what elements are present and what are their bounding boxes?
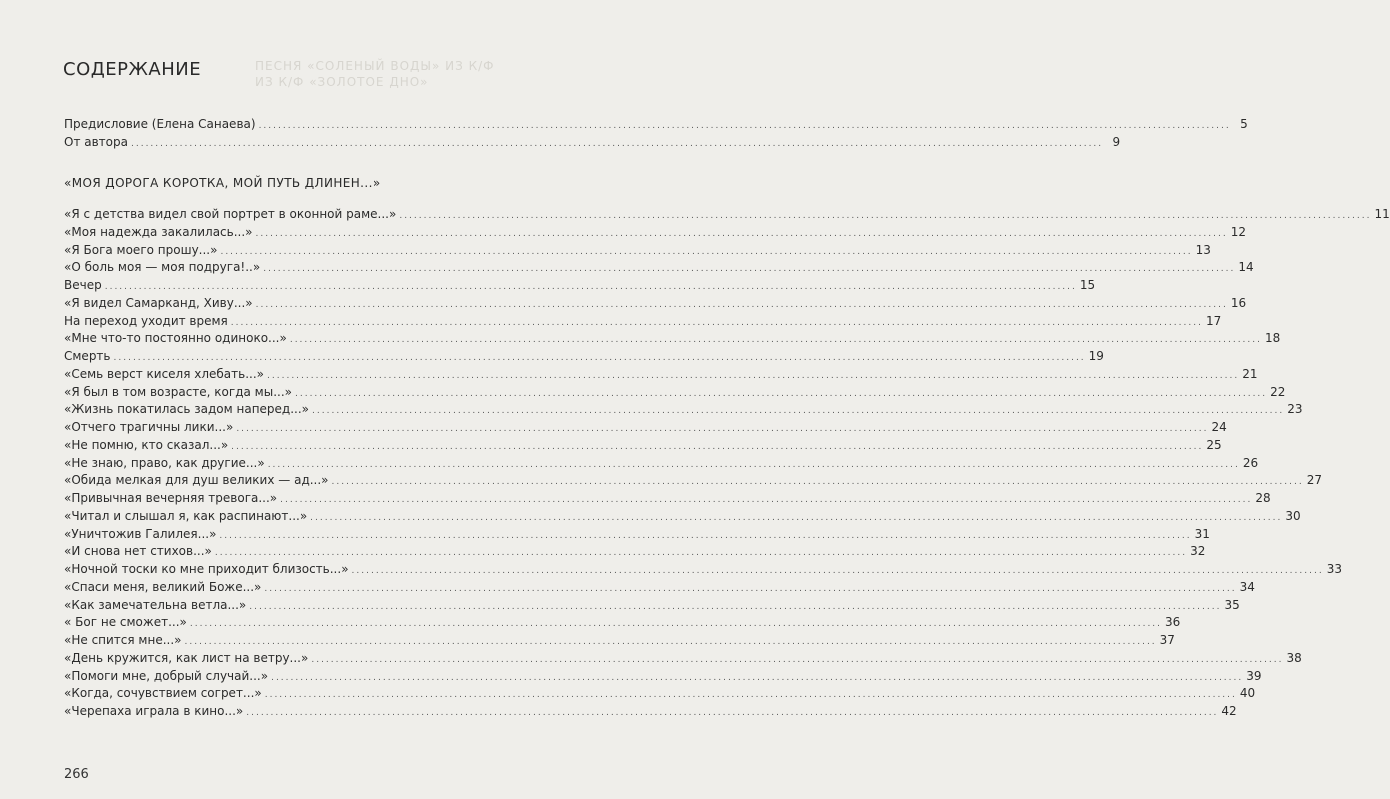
dot-leader: ........................................................................................................................................................................................................	[267, 370, 1240, 381]
toc-entry-page: 39	[1246, 668, 1262, 683]
toc-entry-title: «Семь верст киселя хлебать...»	[64, 366, 265, 381]
dot-leader: ........................................................................................................................................................................................................	[310, 512, 1283, 523]
toc-entry-title: «Моя надежда закалилась...»	[64, 224, 253, 239]
toc-entry-page: 31	[1194, 526, 1210, 541]
toc-entry	[64, 685, 1256, 703]
dot-leader: ........................................................................................................................................................................................................	[130, 138, 1104, 149]
toc-entry	[64, 508, 1301, 526]
toc-entry	[64, 384, 1286, 402]
toc-entry	[64, 472, 1322, 490]
toc-entry-page: 5	[1240, 117, 1248, 131]
toc-entry-page: 40	[1239, 686, 1256, 701]
toc-entry-page: 30	[1285, 508, 1301, 523]
toc-entry-page: 12	[1230, 224, 1246, 239]
toc-entry-title: « Бог не сможет...»	[64, 615, 187, 630]
toc-entry-title: «Мне что-то постоянно одиноко...»	[64, 331, 287, 346]
toc-entry-page: 32	[1190, 544, 1206, 559]
toc-entry-title: «Привычная вечерняя тревога...»	[64, 491, 278, 505]
toc-entry-title: «Черепаха играла в кино...»	[64, 704, 244, 718]
toc-entry	[64, 116, 1248, 134]
dot-leader: ........................................................................................................................................................................................................	[246, 708, 1219, 718]
toc-entry	[64, 579, 1255, 597]
dot-leader: ........................................................................................................................................................................................................	[219, 530, 1192, 541]
section-heading: «МОЯ ДОРОГА КОРОТКА, МОЙ ПУТЬ ДЛИНЕН...»	[64, 176, 381, 190]
toc-entry-page: 14	[1238, 260, 1254, 275]
page-number: 266	[64, 767, 89, 782]
toc-entry-page: 28	[1255, 491, 1271, 505]
toc-entry-title: От автора	[64, 134, 128, 149]
toc-entry	[64, 614, 1181, 632]
dot-leader: ........................................................................................................................................................................................................	[294, 388, 1268, 399]
toc-entry	[64, 455, 1259, 473]
toc-entry-title: «И снова нет стихов...»	[64, 544, 212, 559]
toc-entry-page: 15	[1079, 278, 1096, 292]
toc-entry	[64, 259, 1254, 277]
toc-entry-title: «О боль моя — моя подруга!..»	[64, 260, 261, 275]
dot-leader: ........................................................................................................................................................................................................	[289, 335, 1262, 346]
dot-leader: ........................................................................................................................................................................................................	[311, 654, 1284, 665]
toc-entry-page: 27	[1306, 473, 1322, 488]
toc-entry-title: «Спаси меня, великий Боже...»	[64, 579, 262, 594]
toc-entry-title: Вечер	[64, 278, 102, 292]
toc-entry-page: 34	[1239, 579, 1255, 594]
toc-entry-page: 25	[1206, 437, 1222, 452]
toc-entry-title: На переход уходит время	[64, 313, 228, 328]
toc-entry	[64, 313, 1222, 331]
toc-entry-page: 13	[1195, 242, 1211, 257]
dot-leader: ........................................................................................................................................................................................................	[184, 637, 1157, 647]
toc-entry-page: 23	[1287, 402, 1303, 417]
dot-leader: ........................................................................................................................................................................................................	[220, 246, 1193, 257]
toc-entry-page: 36	[1165, 615, 1181, 630]
toc-entry-title: «Я с детства видел свой портрет в оконной раме...»	[64, 207, 397, 221]
toc-entry-title: «Я Бога моего прошу...»	[64, 242, 218, 257]
toc-entry-page: 18	[1265, 331, 1281, 346]
toc-entry	[64, 277, 1096, 295]
dot-leader: ........................................................................................................................................................................................................	[264, 690, 1237, 701]
dot-leader: ........................................................................................................................................................................................................	[351, 566, 1324, 576]
toc-entry	[64, 668, 1262, 686]
show-through-text	[255, 58, 495, 90]
toc-entry	[64, 295, 1247, 313]
toc-entry	[64, 348, 1104, 366]
toc-entry	[64, 134, 1121, 152]
toc-entry	[64, 543, 1206, 561]
dot-leader: ........................................................................................................................................................................................................	[113, 353, 1086, 363]
toc-entry-page: 19	[1088, 349, 1104, 363]
toc-entry	[64, 206, 1390, 224]
toc-entry	[64, 526, 1210, 544]
page-title: СОДЕРЖАНИЕ	[63, 59, 202, 80]
toc-entry-page: 26	[1242, 455, 1259, 470]
toc-entry-page: 42	[1221, 704, 1237, 718]
dot-leader: ........................................................................................................................................................................................................	[312, 406, 1285, 417]
dot-leader: ........................................................................................................................................................................................................	[255, 299, 1228, 310]
show-through-line: ПЕСНЯ «СОЛЕНЫЙ ВОДЫ» ИЗ К/Ф	[255, 59, 495, 73]
toc-entry	[64, 632, 1175, 650]
toc-entry	[64, 224, 1246, 242]
toc-entry-title: «Жизнь покатилась задом наперед...»	[64, 402, 310, 417]
toc-entry-page: 33	[1326, 562, 1342, 576]
toc-entry	[64, 242, 1211, 260]
toc-entry-title: «Не спится мне...»	[64, 633, 182, 647]
toc-entry-page: 35	[1224, 597, 1240, 612]
toc-entry	[64, 330, 1281, 348]
dot-leader: ........................................................................................................................................................................................................	[249, 601, 1222, 612]
toc-entry	[64, 401, 1303, 419]
toc-entry-title: «Я видел Самарканд, Хиву...»	[64, 295, 253, 310]
toc-entry-title: «Читал и слышал я, как распинают...»	[64, 508, 308, 523]
toc-intro-list	[64, 116, 1248, 152]
toc-entry-page: 17	[1205, 313, 1222, 328]
show-through-line: ИЗ К/Ф «ЗОЛОТОЕ ДНО»	[255, 75, 429, 89]
toc-entry-page: 16	[1230, 295, 1247, 310]
dot-leader: ........................................................................................................................................................................................................	[267, 459, 1240, 470]
dot-leader: ........................................................................................................................................................................................................	[189, 619, 1163, 630]
toc-entry-page: 24	[1211, 420, 1227, 434]
dot-leader: ........................................................................................................................................................................................................	[280, 495, 1253, 505]
toc-entry-title: «День кружится, как лист на ветру...»	[64, 650, 309, 665]
toc-entry-title: «Помоги мне, добрый случай...»	[64, 668, 269, 683]
toc-entry	[64, 561, 1342, 579]
dot-leader: ........................................................................................................................................................................................................	[331, 477, 1304, 488]
dot-leader: ........................................................................................................................................................................................................	[263, 264, 1236, 275]
toc-entry	[64, 703, 1237, 721]
toc-entry-page: 38	[1286, 650, 1302, 665]
toc-entry-page: 21	[1242, 366, 1258, 381]
toc-entry-title: «Не помню, кто сказал...»	[64, 437, 229, 452]
toc-entry	[64, 437, 1222, 455]
dot-leader: ........................................................................................................................................................................................................	[399, 211, 1372, 221]
toc-entry-title: «Уничтожив Галилея...»	[64, 526, 217, 541]
toc-entry-page: 9	[1112, 134, 1121, 149]
dot-leader: ........................................................................................................................................................................................................	[264, 583, 1237, 594]
toc-entry-page: 37	[1159, 633, 1175, 647]
toc-entry-title: «Как замечательна ветла...»	[64, 597, 247, 612]
dot-leader: ........................................................................................................................................................................................................	[258, 121, 1231, 131]
dot-leader: ........................................................................................................................................................................................................	[231, 441, 1204, 452]
toc-entry-page: 22	[1270, 384, 1286, 399]
dot-leader: ........................................................................................................................................................................................................	[214, 548, 1188, 559]
toc-entry	[64, 597, 1240, 615]
toc-entry-title: Смерть	[64, 349, 111, 363]
toc-entry	[64, 490, 1271, 508]
toc-entry	[64, 419, 1227, 437]
toc-entry-title: Предисловие (Елена Санаева)	[64, 117, 256, 131]
toc-entry-title: «Обида мелкая для душ великих — ад...»	[64, 473, 329, 488]
toc-entry-title: «Ночной тоски ко мне приходит близость...»	[64, 562, 349, 576]
toc-entry	[64, 366, 1258, 384]
toc-entries-list	[64, 206, 1390, 721]
dot-leader: ........................................................................................................................................................................................................	[230, 317, 1203, 328]
dot-leader: ........................................................................................................................................................................................................	[255, 228, 1228, 239]
dot-leader: ........................................................................................................................................................................................................	[104, 282, 1077, 292]
toc-entry-title: «Не знаю, право, как другие...»	[64, 455, 265, 470]
toc-entry-title: «Я был в том возрасте, когда мы...»	[64, 384, 292, 399]
toc-entry	[64, 650, 1302, 668]
dot-leader: ........................................................................................................................................................................................................	[271, 672, 1244, 683]
toc-entry-title: «Когда, сочувствием согрет...»	[64, 686, 262, 701]
dot-leader: ........................................................................................................................................................................................................	[236, 424, 1209, 434]
toc-entry-title: «Отчего трагичны лики...»	[64, 420, 234, 434]
toc-entry-page: 11	[1374, 207, 1390, 221]
